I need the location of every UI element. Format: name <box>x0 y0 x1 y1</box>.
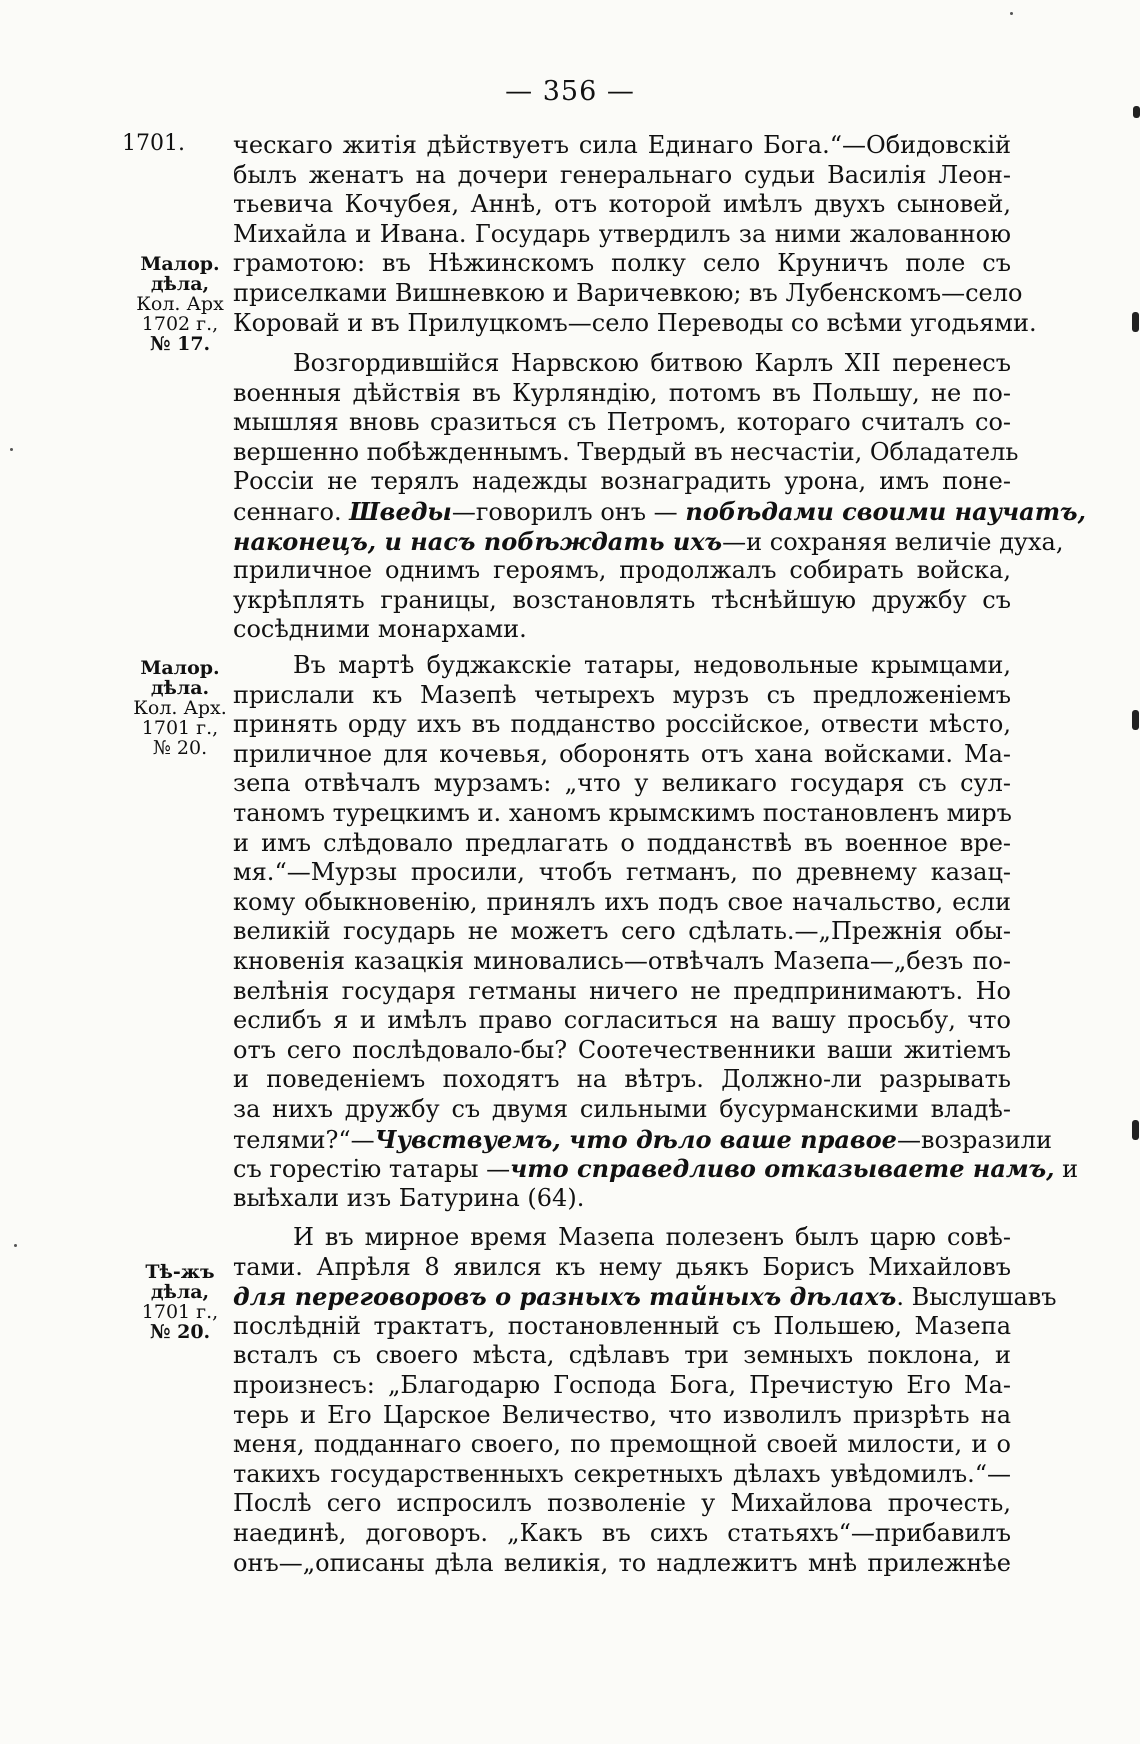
italic-run: побѣдами своими научатъ, <box>685 496 1086 526</box>
text-line: мя.“—Мурзы просили, чтобъ гетманъ, по древнему казац- <box>233 858 1011 887</box>
margin-line: 1701 г., <box>141 1301 219 1323</box>
text-line: еслибъ я и имѣлъ право согласиться на вашу просьбу, что <box>233 1006 1011 1035</box>
text-run: съ горестію татары — <box>233 1155 511 1184</box>
text-line: принять орду ихъ въ подданство россійское, отвести мѣсто, <box>233 710 1011 739</box>
text-line: тьевича Кочубея, Аннѣ, отъ которой имѣлъ двухъ сыновей, <box>233 190 1011 219</box>
text-line: военныя дѣйствія въ Курляндію, потомъ въ Польшу, не по- <box>233 378 1011 407</box>
text-line: онъ—„описаны дѣла великія, то надлежитъ мнѣ прилежнѣе <box>233 1548 1011 1577</box>
margin-note <box>126 254 234 354</box>
text-line: мышляя вновь сразиться съ Петромъ, котораго считалъ со- <box>233 408 1011 437</box>
scan-speck <box>14 1244 17 1247</box>
margin-note <box>126 1262 234 1342</box>
text-run: —и сохраняя величіе духа, <box>722 527 1064 556</box>
text-line: и поведеніемъ походятъ на вѣтръ. Должно-ли разрывать <box>233 1065 1011 1094</box>
scan-speck <box>1010 12 1013 15</box>
margin-line: Малор. <box>140 253 220 275</box>
margin-line: Тѣ-жъ <box>145 1261 215 1283</box>
page-number: — 356 — <box>505 76 635 107</box>
text-run: . Выслушавъ <box>896 1283 1057 1312</box>
text-line: кому обыкновенію, принялъ ихъ подъ свое начальство, если <box>233 887 1011 916</box>
text-line: отъ сего послѣдовало-бы? Соотечественники ваши житіемъ <box>233 1035 1011 1064</box>
text-line <box>233 1124 1053 1155</box>
margin-line: Кол. Арх <box>136 293 224 315</box>
margin-line: 1701 г., <box>141 717 219 739</box>
text-line: грамотою: въ Нѣжинскомъ полку село Круничъ поле съ <box>233 249 1011 278</box>
text-line: великій государь не можетъ сего сдѣлать.—„Прежнія обы- <box>233 917 1011 946</box>
italic-run: Шведы <box>349 496 452 526</box>
text-line: сосѣдними монархами. <box>233 615 527 644</box>
italic-run: Чувствуемъ, что дѣло ваше правое <box>374 1124 897 1154</box>
text-line <box>233 1154 1079 1184</box>
scan-speck <box>10 448 13 451</box>
text-line: Возгордившійся Нарвскою битвою Карлъ XII перенесъ <box>293 349 1011 377</box>
text-line: вершенно побѣжденнымъ. Твердый въ несчастіи, Обладатель <box>233 437 1019 466</box>
italic-run: наконецъ, и насъ побѣждать ихъ <box>233 526 723 556</box>
margin-year: 1701. <box>122 131 185 156</box>
paragraph <box>233 131 1037 338</box>
margin-note <box>126 658 234 758</box>
margin-line: дѣла. <box>150 677 210 699</box>
text-line <box>233 1282 1057 1312</box>
text-line: выѣхали изъ Батурина (64). <box>233 1183 585 1212</box>
text-line: И въ мирное время Мазепа полезенъ былъ царю совѣ- <box>293 1223 1011 1251</box>
text-run: сеннаго. <box>233 497 342 526</box>
text-line: меня, подданнаго своего, по премощной своей милости, и о <box>233 1430 1011 1459</box>
text-line: Россіи не терялъ надежды вознаградить урона, имъ понe- <box>233 467 1011 496</box>
text-line: наединѣ, договоръ. „Какъ въ сихъ статьяхъ“—прибавилъ <box>233 1518 1011 1547</box>
text-line <box>233 496 1086 527</box>
scan-mark <box>1132 1120 1139 1140</box>
text-line: всталъ съ своего мѣста, сдѣлавъ три земныхъ поклона, и <box>233 1341 1011 1370</box>
text-line: такихъ государственныхъ секретныхъ дѣлахъ увѣдомилъ.“— <box>233 1459 1011 1488</box>
text-line: произнесъ: „Благодарю Господа Бога, Пречистую Его Ма- <box>233 1370 1011 1399</box>
text-line: прислали къ Мазепѣ четырехъ мурзъ съ предложеніемъ <box>233 680 1011 709</box>
italic-run: для переговоровъ о разныхъ тайныхъ дѣлахъ <box>233 1282 897 1312</box>
text-line: приселками Вишневкою и Варичевкою; въ Лубенскомъ—село <box>233 278 1023 307</box>
text-run: телями?“— <box>233 1125 375 1154</box>
text-line: тами. Апрѣля 8 явился къ нему дьякъ Борисъ Михайловъ <box>233 1252 1011 1281</box>
scan-mark <box>1132 312 1139 332</box>
margin-line: дѣла, <box>150 273 210 295</box>
text-line: приличное для кочевья, оборонять отъ хана войсками. Ма- <box>233 739 1011 768</box>
text-line <box>233 526 1064 557</box>
text-line: приличное однимъ героямъ, продолжалъ собирать войска, <box>233 556 1011 585</box>
text-line: и имъ слѣдовало предлагать о подданствѣ въ военное вре- <box>233 828 1011 857</box>
paragraph <box>233 349 1086 645</box>
text-run: и <box>1054 1155 1079 1184</box>
margin-line: № 20. <box>152 737 208 759</box>
text-line: терь и Его Царское Величество, что изволилъ призрѣть на <box>233 1400 1011 1429</box>
text-line: зепа отвѣчалъ мурзамъ: „что у великаго государя съ сул- <box>233 769 1011 798</box>
text-line: укрѣплять границы, возстановлять тѣснѣйшую дружбу съ <box>233 585 1011 614</box>
italic-run: что справедливо отказываете намъ, <box>510 1154 1055 1184</box>
scan-mark <box>1132 710 1139 730</box>
paragraph <box>233 1223 1057 1578</box>
text-run: —говорилъ онъ — <box>451 497 678 526</box>
margin-line: 1702 г., <box>141 313 219 335</box>
margin-line: Кол. Арх. <box>133 697 227 719</box>
text-line: кновенія казацкія миновались—отвѣчалъ Мазепа—„безъ по- <box>233 946 1011 975</box>
paragraph <box>233 651 1079 1213</box>
text-line: таномъ турецкимъ и. ханомъ крымскимъ постановленъ миръ <box>233 798 1012 827</box>
text-line: Въ мартѣ буджакскіе татары, недовольные крымцами, <box>293 651 1011 679</box>
text-line: Коровай и въ Прилуцкомъ—село Переводы со всѣми угодьями. <box>233 308 1037 337</box>
text-line: Послѣ сего испросилъ позволеніе у Михайлова прочесть, <box>233 1489 1011 1518</box>
text-line: Михайла и Ивана. Государь утвердилъ за ними жалованною <box>233 219 1011 248</box>
margin-line: дѣла, <box>150 1281 210 1303</box>
text-line: за нихъ дружбу съ двумя сильными бусурманскими владѣ- <box>233 1094 1011 1123</box>
scan-mark <box>1133 106 1140 118</box>
text-line: велѣнія государя гетманы ничего не предпринимаютъ. Но <box>233 976 1011 1005</box>
text-line: былъ женатъ на дочери генеральнаго судьи Василія Леон- <box>233 160 1011 189</box>
text-run: —возразили <box>896 1125 1053 1154</box>
margin-line: № 17. <box>149 333 211 355</box>
text-line: ческаго житія дѣйствуетъ сила Единаго Бога.“—Обидовскій <box>233 131 1011 159</box>
margin-line: Малор. <box>140 657 220 679</box>
text-line: послѣдній трактатъ, постановленный съ Польшею, Мазепа <box>233 1311 1011 1340</box>
margin-line: № 20. <box>149 1321 211 1343</box>
